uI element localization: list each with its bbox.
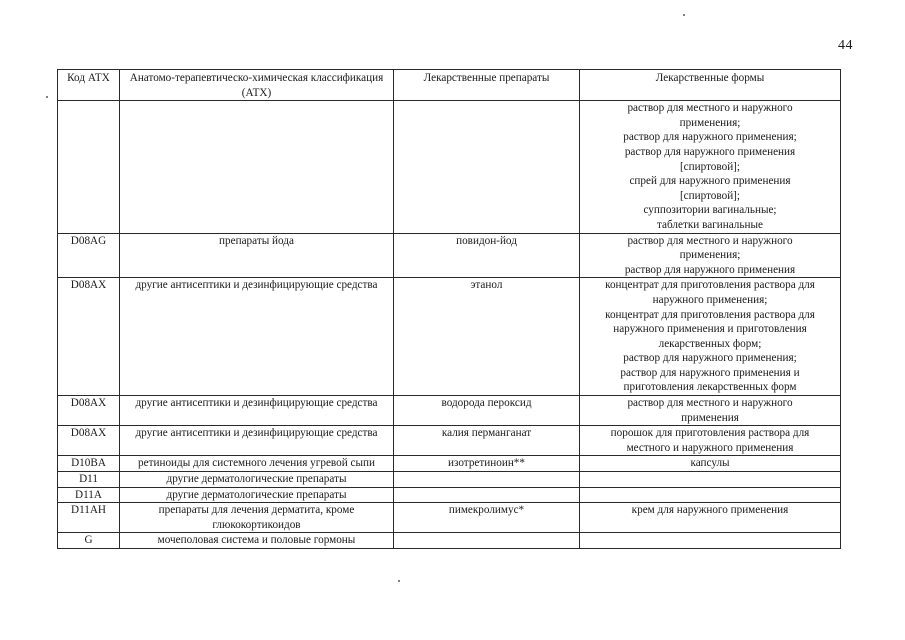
page-number: 44 [838, 38, 853, 53]
table-row [58, 426, 841, 456]
cell-forms [580, 472, 841, 488]
table-row [58, 233, 841, 278]
table-row [58, 101, 841, 233]
table-header-row [58, 70, 841, 101]
table-row [58, 278, 841, 396]
cell-code: D08AX [58, 278, 120, 396]
cell-forms [580, 396, 841, 426]
cell-drug [394, 533, 580, 549]
cell-forms [580, 487, 841, 503]
cell-classification [120, 101, 394, 233]
form-line: применения; [679, 116, 741, 129]
cell-drug: повидон-йод [394, 233, 580, 278]
form-line: суппозитории вагинальные; [643, 204, 777, 217]
table-row [58, 456, 841, 472]
form-line: концентрат для приготовления раствора для [605, 308, 815, 321]
cell-classification: другие антисептики и дезинфицирующие средства [120, 278, 394, 396]
header-drugs: Лекарственные препараты [394, 70, 580, 101]
cell-classification: другие антисептики и дезинфицирующие средства [120, 426, 394, 456]
cell-code: D11AH [58, 503, 120, 533]
cell-code: D08AG [58, 233, 120, 278]
cell-code: D10BA [58, 456, 120, 472]
cell-code: G [58, 533, 120, 549]
form-line: раствор для наружного применения; [623, 352, 797, 365]
cell-classification: другие дерматологические препараты [120, 472, 394, 488]
form-line: концентрат для приготовления раствора для [605, 279, 815, 292]
cell-forms [580, 233, 841, 278]
cell-classification: другие антисептики и дезинфицирующие средства [120, 396, 394, 426]
form-line: раствор для наружного применения; [623, 131, 797, 144]
scan-speck [683, 14, 685, 16]
form-line: крем для наружного применения [631, 504, 789, 517]
cell-forms [580, 426, 841, 456]
form-line: раствор для наружного применения и [620, 366, 800, 379]
cell-classification: препараты йода [120, 233, 394, 278]
cell-forms [580, 101, 841, 233]
cell-forms [580, 456, 841, 472]
cell-classification: другие дерматологические препараты [120, 487, 394, 503]
cell-drug: этанол [394, 278, 580, 396]
cell-drug [394, 487, 580, 503]
cell-forms [580, 503, 841, 533]
form-line: порошок для приготовления раствора для [610, 427, 810, 440]
cell-code: D11 [58, 472, 120, 488]
cell-code [58, 101, 120, 233]
form-line: раствор для местного и наружного [627, 102, 793, 115]
form-line: капсулы [690, 457, 730, 470]
scan-speck [398, 580, 400, 582]
form-line: таблетки вагинальные [657, 218, 763, 231]
cell-code: D08AX [58, 426, 120, 456]
cell-classification: мочеполовая система и половые гормоны [120, 533, 394, 549]
form-line: [спиртовой]; [679, 189, 741, 202]
cell-code: D11A [58, 487, 120, 503]
table-row [58, 396, 841, 426]
form-line: раствор для местного и наружного [627, 397, 793, 410]
table-row [58, 472, 841, 488]
form-line: раствор для местного и наружного [627, 234, 793, 247]
cell-drug: пимекролимус* [394, 503, 580, 533]
cell-forms [580, 533, 841, 549]
form-line: приготовления лекарственных форм [623, 381, 797, 394]
form-line: наружного применения и приготовления [613, 323, 807, 336]
form-line: спрей для наружного применения [629, 175, 791, 188]
header-code: Код АТХ [58, 70, 120, 101]
cell-drug [394, 472, 580, 488]
form-line: [спиртовой]; [679, 160, 741, 173]
form-line: раствор для наружного применения [624, 263, 796, 276]
form-line: лекарственных форм; [658, 337, 762, 350]
cell-code: D08AX [58, 396, 120, 426]
cell-drug: водорода пероксид [394, 396, 580, 426]
form-line: наружного применения; [652, 293, 768, 306]
cell-forms [580, 278, 841, 396]
form-line: применения; [679, 249, 741, 262]
header-classification: Анатомо-терапевтическо-химическая классификация (АТХ) [120, 70, 394, 101]
table-row [58, 487, 841, 503]
form-line: раствор для наружного применения [624, 145, 796, 158]
cell-classification: препараты для лечения дерматита, кроме глюкокортикоидов [120, 503, 394, 533]
atx-table [57, 69, 841, 549]
form-line: местного и наружного применения [626, 441, 794, 454]
header-forms: Лекарственные формы [580, 70, 841, 101]
form-line: применения [681, 411, 739, 424]
table-row [58, 503, 841, 533]
cell-classification: ретиноиды для системного лечения угревой сыпи [120, 456, 394, 472]
cell-drug [394, 101, 580, 233]
cell-drug: изотретиноин** [394, 456, 580, 472]
table-row [58, 533, 841, 549]
scan-speck [46, 96, 48, 98]
cell-drug: калия перманганат [394, 426, 580, 456]
